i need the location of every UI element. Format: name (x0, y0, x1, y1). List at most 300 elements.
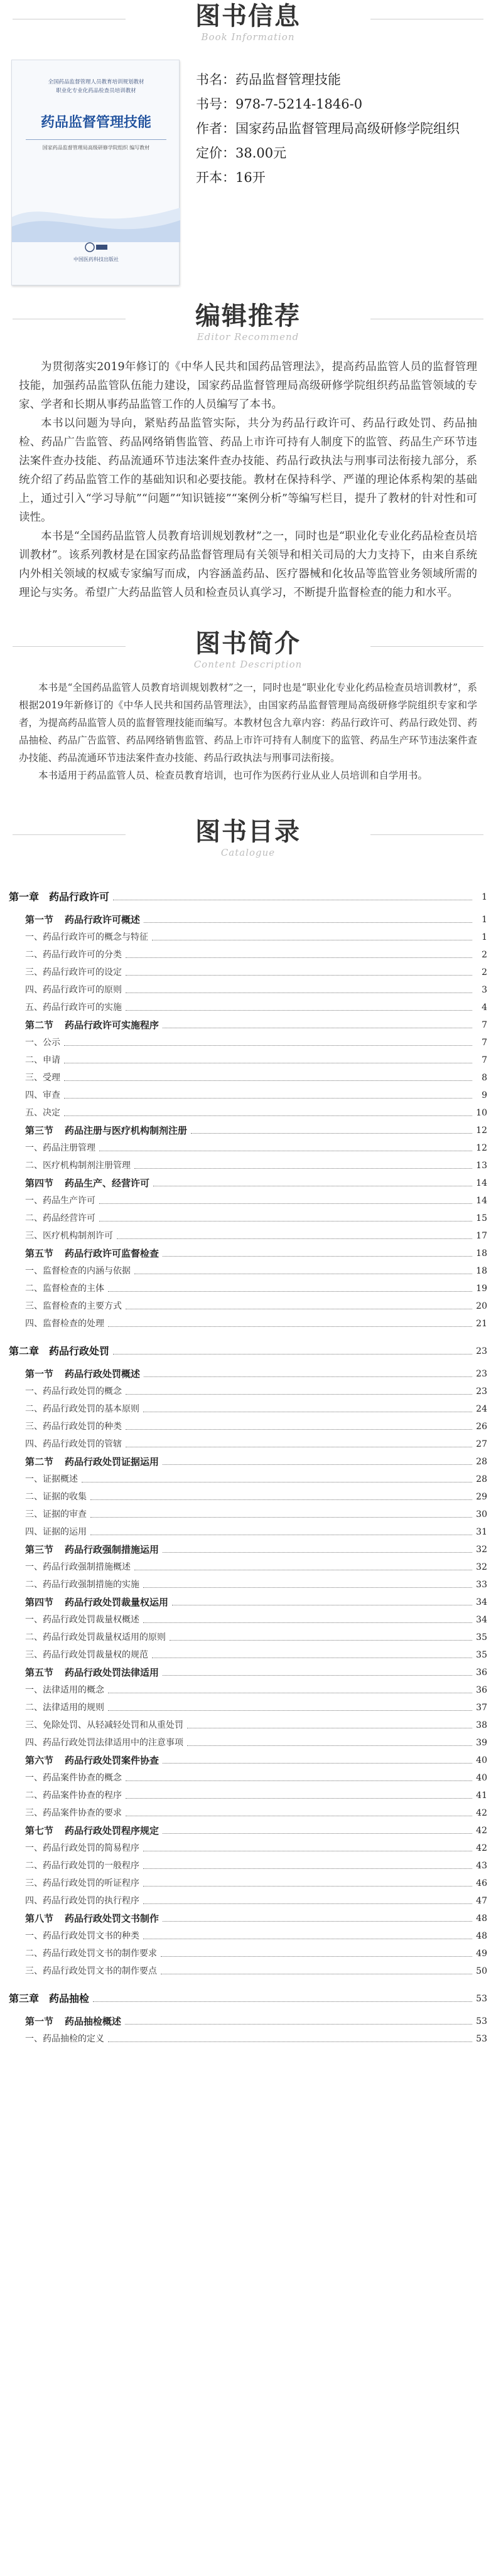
toc-entry-label: 药品行政处罚的听证程序 (43, 1878, 139, 1888)
toc-item-row (0, 1210, 496, 1227)
toc-dot-leader (93, 2001, 472, 2002)
toc-item-row (0, 1962, 496, 1980)
toc-entry-number: 一、 (25, 1773, 43, 1783)
toc-section-row (0, 1594, 496, 1611)
toc-dot-leader (126, 1010, 472, 1011)
toc-page-number: 43 (476, 1861, 487, 1871)
toc-section-row (0, 911, 496, 929)
toc-entry-number: 一、 (25, 1615, 43, 1625)
toc-chapter-row (0, 1985, 496, 2013)
toc-entry-label: 药品注册与医疗机构制剂注册 (65, 1125, 188, 1136)
toc-item-row (0, 1646, 496, 1664)
toc-spacer (0, 1333, 496, 1338)
toc-dot-leader (163, 1464, 472, 1465)
toc-entry-number: 四、 (25, 1738, 43, 1748)
toc-item-row (0, 1034, 496, 1051)
toc-entry-number: 二、 (25, 1861, 43, 1871)
toc-dot-leader (143, 1622, 472, 1623)
toc-page-number: 35 (476, 1650, 487, 1660)
toc-entry-number: 第三章 (9, 1993, 40, 2004)
toc-dot-leader (163, 1921, 472, 1922)
toc-dot-leader (108, 1710, 472, 1711)
toc-page-number: 7 (482, 1055, 487, 1065)
toc-item-row (0, 1787, 496, 1804)
toc-item-row (0, 1435, 496, 1453)
toc-item-row (0, 1383, 496, 1400)
book-info-title: 图书信息 (195, 2, 301, 31)
toc-dot-leader (126, 1394, 472, 1395)
toc-page-number: 21 (476, 1319, 487, 1329)
toc-item-row (0, 964, 496, 981)
toc-dot-leader (64, 1080, 472, 1081)
toc-item-row (0, 1051, 496, 1069)
toc-entry-label: 药品行政处罚的管辖 (43, 1439, 122, 1449)
toc-item-row (0, 1192, 496, 1210)
toc-entry-label: 药品行政许可的概念与特征 (43, 932, 148, 942)
toc-item-row (0, 1699, 496, 1716)
toc-entry-number: 第一节 (25, 1368, 54, 1380)
toc-item-row (0, 1857, 496, 1875)
toc-dot-leader (143, 1868, 472, 1869)
toc-entry-label: 药品行政处罚文书制作 (65, 1913, 159, 1924)
toc-entry-number: 一、 (25, 1474, 43, 1484)
toc-entry-label: 药品生产许可 (43, 1196, 95, 1206)
toc-page-number: 41 (476, 1791, 487, 1801)
toc-dot-leader (108, 1291, 472, 1292)
toc-dot-leader (161, 1956, 472, 1957)
toc-page-number: 39 (476, 1738, 487, 1748)
toc-entry-label: 药品行政处罚的概念 (43, 1386, 122, 1397)
toc-entry-number: 一、 (25, 1196, 43, 1206)
toc-item-row (0, 1804, 496, 1822)
cover-wave-graphic (12, 192, 180, 242)
toc-dot-leader (134, 1168, 472, 1169)
toc-page-number: 34 (476, 1597, 487, 1607)
toc-page-number: 23 (476, 1369, 487, 1379)
toc-item-row (0, 1734, 496, 1752)
toc-page-number: 2 (482, 950, 487, 960)
toc-dot-leader (64, 1115, 472, 1116)
toc-entry-number: 一、 (25, 1562, 43, 1572)
toc-entry-label: 药品行政处罚裁量权的规范 (43, 1650, 148, 1660)
toc-page-number: 28 (476, 1457, 487, 1467)
toc-item-row (0, 2030, 496, 2048)
toc-dot-leader (117, 1238, 472, 1239)
cover-series-text: 全国药品监督管理人员教育培训规划教材 职业化专业化药品检查员培训教材 (48, 79, 144, 94)
toc-entry-label: 监督检查的处理 (43, 1319, 104, 1329)
toc-entry-label: 药品行政处罚裁量权概述 (43, 1615, 139, 1625)
toc-entry-number: 一、 (25, 1931, 43, 1941)
description-body (19, 679, 477, 784)
toc-page-number: 2 (482, 967, 487, 977)
toc-dot-leader (108, 1326, 472, 1327)
toc-dot-leader (126, 975, 472, 976)
toc-entry-number: 四、 (25, 985, 43, 995)
book-info-subtitle: Book Information (201, 31, 295, 43)
toc-page-number: 7 (482, 1020, 487, 1030)
catalogue-subtitle: Catalogue (220, 847, 276, 858)
toc-entry-label: 药品行政处罚文书的制作要求 (43, 1949, 157, 1959)
toc-entry-number: 三、 (25, 1808, 43, 1818)
toc-section-row (0, 1822, 496, 1839)
toc-item-row (0, 929, 496, 946)
toc-section-row (0, 2013, 496, 2030)
toc-item-row (0, 1681, 496, 1699)
toc-entry-number: 第五节 (25, 1667, 54, 1678)
toc-item-row (0, 1262, 496, 1280)
toc-entry-label: 审查 (43, 1090, 60, 1100)
toc-entry-number: 第七节 (25, 1825, 54, 1836)
toc-item-row (0, 1471, 496, 1488)
toc-entry-label: 药品行政处罚裁量权运用 (65, 1597, 169, 1608)
toc-section-row (0, 1245, 496, 1262)
toc-entry-number: 二、 (25, 1161, 43, 1171)
toc-page-number: 9 (482, 1090, 487, 1100)
toc-item-row (0, 1400, 496, 1418)
toc-entry-number: 四、 (25, 1319, 43, 1329)
toc-entry-label: 证据概述 (43, 1474, 78, 1484)
toc-page-number: 4 (482, 1003, 487, 1013)
toc-entry-label: 药品行政许可监督检查 (65, 1248, 159, 1259)
toc-entry-label: 药品行政处罚的基本原则 (43, 1404, 139, 1414)
toc-page-number: 1 (482, 892, 487, 902)
toc-page-number: 19 (476, 1284, 487, 1294)
toc-item-row (0, 1523, 496, 1541)
toc-page-number: 53 (476, 1994, 487, 2004)
toc-dot-leader (64, 1098, 472, 1099)
toc-item-row (0, 1716, 496, 1734)
cover-publisher: 中国医药科技出版社 (73, 257, 119, 262)
toc-page-number: 48 (476, 1913, 487, 1924)
toc-page-number: 37 (476, 1703, 487, 1713)
toc-section-row (0, 1664, 496, 1681)
toc-section-row (0, 1122, 496, 1139)
toc-section-row (0, 1752, 496, 1769)
toc-entry-number: 二、 (25, 1055, 43, 1065)
toc-entry-label: 药品抽检 (49, 1993, 90, 2004)
toc-entry-number: 四、 (25, 1527, 43, 1537)
toc-entry-label: 药品行政处罚的种类 (43, 1422, 122, 1432)
toc-entry-label: 监督检查的内涵与依据 (43, 1266, 131, 1276)
toc-page-number: 53 (476, 2034, 487, 2044)
toc-dot-leader (108, 2041, 472, 2042)
toc-dot-leader (99, 1203, 472, 1204)
toc-entry-number: 二、 (25, 1632, 43, 1642)
toc-entry-number: 二、 (25, 1580, 43, 1590)
toc-entry-label: 受理 (43, 1073, 60, 1083)
recommend-paragraph: 本书是“全国药品监管人员教育培训规划教材”之一，同时也是“职业化专业化药品检查员培训教材”。该系列教材是在国家药品监督管理局有关领导和相关司局的大力支持下，由来自系统内外相关领域的权威专家编写而成，内容涵盖药品、医疗器械和化妆品等监管业务领域所需的理论与实务。希望广大药品监管人员和检查员认真学习，不断提升监督检查的能力和水平。 (19, 530, 477, 599)
toc-page-number: 1 (482, 915, 487, 925)
toc-dot-leader (163, 1552, 472, 1553)
toc-entry-label: 药品行政许可实施程序 (65, 1019, 159, 1031)
toc-dot-leader (113, 1354, 472, 1355)
toc-entry-number: 二、 (25, 1213, 43, 1223)
toc-entry-label: 药品行政处罚法律适用 (65, 1667, 159, 1678)
toc-entry-number: 一、 (25, 1266, 43, 1276)
toc-item-row (0, 1892, 496, 1910)
toc-entry-label: 证据的审查 (43, 1509, 87, 1520)
toc-item-row (0, 1315, 496, 1333)
toc-entry-label: 药品行政许可的分类 (43, 950, 122, 960)
toc-section-row (0, 1541, 496, 1558)
toc-page-number: 12 (476, 1143, 487, 1153)
heading-divider-left (13, 646, 126, 647)
toc-entry-label: 药品行政处罚概述 (65, 1368, 141, 1380)
toc-item-row (0, 1104, 496, 1122)
toc-entry-number: 一、 (25, 2034, 43, 2044)
toc-dot-leader (144, 1376, 472, 1377)
toc-item-row (0, 946, 496, 964)
toc-entry-label: 医疗机构制剂许可 (43, 1231, 113, 1241)
toc-item-row (0, 1418, 496, 1435)
toc-entry-label: 药品行政处罚的执行程序 (43, 1896, 139, 1906)
toc-entry-number: 一、 (25, 1685, 43, 1695)
toc-entry-label: 药品行政处罚证据运用 (65, 1456, 159, 1467)
toc-chapter-row (0, 1338, 496, 1365)
toc-entry-label: 药品案件协查的要求 (43, 1808, 122, 1818)
toc-entry-number: 三、 (25, 1878, 43, 1888)
toc-entry-number: 第四节 (25, 1178, 54, 1189)
toc-entry-label: 申请 (43, 1055, 60, 1065)
editor-recommend-heading (0, 302, 496, 343)
toc-item-row (0, 1927, 496, 1945)
toc-section-row (0, 1174, 496, 1192)
toc-page-number: 13 (476, 1161, 487, 1171)
toc-page-number: 31 (476, 1527, 487, 1537)
toc-section-row (0, 1910, 496, 1927)
toc-page-number: 3 (482, 985, 487, 995)
toc-entry-label: 药品抽检概述 (65, 2016, 122, 2027)
toc-dot-leader (170, 1640, 472, 1641)
description-paragraph: 本书是“全国药品监管人员教育培训规划教材”之一，同时也是“职业化专业化药品检查员培训教材”，系根据2019年新修订的《中华人民共和国药品管理法》，由国家药品监督管理局高级研修学院组织专家和学者，为提高药品监管人员的监督管理技能而编写。本教材包含九章内容：药品行政许可、药品行政处罚、药品抽检、药品广告监管、药品网络销售监管、药品上市许可持有人制度下的监管、药品生产环节违法案件查办技能、药品流通环节违法案件查办技能、药品行政执法与刑事司法衔接。 (19, 682, 477, 764)
toc-entry-number: 三、 (25, 1422, 43, 1432)
toc-entry-label: 监督检查的主要方式 (43, 1301, 122, 1311)
toc-page-number: 24 (476, 1404, 487, 1414)
description-paragraph: 本书适用于药品监管人员、检查员教育培训，也可作为医药行业从业人员培训和自学用书。 (38, 770, 428, 781)
toc-entry-label: 决定 (43, 1108, 60, 1118)
toc-page-number: 42 (476, 1808, 487, 1818)
toc-entry-label: 药品行政处罚程序规定 (65, 1825, 159, 1836)
toc-entry-number: 第三节 (25, 1544, 54, 1555)
cover-divider (26, 139, 166, 140)
editor-recommend-title: 编辑推荐 (195, 302, 301, 331)
toc-page-number: 23 (476, 1346, 487, 1356)
toc-entry-number: 第一节 (25, 2016, 54, 2027)
toc-entry-number: 三、 (25, 1301, 43, 1311)
toc-page-number: 48 (476, 1931, 487, 1941)
toc-page-number: 14 (476, 1178, 487, 1188)
toc-page-number: 15 (476, 1213, 487, 1223)
toc-entry-number: 三、 (25, 1966, 43, 1976)
toc-page-number: 36 (476, 1668, 487, 1678)
toc-dot-leader (163, 1833, 472, 1834)
toc-entry-label: 药品行政处罚文书的种类 (43, 1931, 139, 1941)
toc-entry-label: 药品行政处罚裁量权适用的原则 (43, 1632, 166, 1642)
toc-entry-label: 药品行政处罚法律适用中的注意事项 (43, 1738, 183, 1748)
toc-entry-number: 第三节 (25, 1125, 54, 1136)
cover-organizer-text: 国家药品监督管理局高级研修学院组织 编写教材 (42, 145, 150, 151)
toc-entry-label: 药品行政处罚的一般程序 (43, 1861, 139, 1871)
publisher-logo-icon (84, 241, 109, 253)
toc-page-number: 7 (482, 1038, 487, 1048)
toc-entry-number: 第六节 (25, 1755, 54, 1766)
toc-item-row (0, 1488, 496, 1506)
toc-item-row (0, 1280, 496, 1297)
field-price: 定价：38.00元 (196, 146, 287, 161)
toc-entry-label: 药品行政强制措施概述 (43, 1562, 131, 1572)
toc-item-row (0, 1576, 496, 1594)
toc-page-number: 40 (476, 1773, 487, 1783)
toc-entry-label: 药品行政处罚文书的制作要点 (43, 1966, 157, 1976)
toc-entry-label: 公示 (43, 1038, 60, 1048)
toc-page-number: 20 (476, 1301, 487, 1311)
toc-page-number: 29 (476, 1492, 487, 1502)
toc-page-number: 49 (476, 1949, 487, 1959)
description-heading (0, 630, 496, 670)
toc-entry-number: 二、 (25, 1492, 43, 1502)
toc-section-row (0, 1365, 496, 1383)
toc-page-number: 26 (476, 1422, 487, 1432)
toc-page-number: 53 (476, 2016, 487, 2026)
toc-page-number: 10 (476, 1108, 487, 1118)
recommend-paragraph: 为贯彻落实2019年修订的《中华人民共和国药品管理法》，提高药品监管人员的监督管理技能，加强药品监管队伍能力建设，国家药品监督管理局高级研修学院组织药品监管领域的专家、学者和长期从事药品监管工作的人员编写了本书。 (19, 361, 477, 411)
toc-dot-leader (163, 1763, 472, 1764)
toc-entry-number: 三、 (25, 1073, 43, 1083)
toc-dot-leader (126, 1780, 472, 1781)
toc-dot-leader (90, 1517, 472, 1518)
cover-title: 药品监督管理技能 (40, 115, 151, 130)
toc-item-row (0, 1506, 496, 1523)
toc-entry-number: 三、 (25, 967, 43, 977)
toc-item-row (0, 1875, 496, 1892)
toc-dot-leader (163, 1256, 472, 1257)
toc-page-number: 12 (476, 1126, 487, 1136)
editor-recommend-subtitle: Editor Recommend (197, 331, 299, 343)
toc-entry-number: 第五节 (25, 1248, 54, 1259)
toc-entry-number: 一、 (25, 932, 43, 942)
description-title: 图书简介 (195, 629, 301, 658)
toc-item-row (0, 1297, 496, 1315)
description-subtitle: Content Description (193, 659, 303, 670)
toc-entry-number: 第二节 (25, 1456, 54, 1467)
toc-entry-label: 法律适用的概念 (43, 1685, 104, 1695)
heading-divider-right (370, 646, 483, 647)
toc-entry-label: 证据的运用 (43, 1527, 87, 1537)
toc-item-row (0, 999, 496, 1016)
toc-dot-leader (163, 1675, 472, 1676)
toc-item-row (0, 1629, 496, 1646)
toc-section-row (0, 1016, 496, 1034)
toc-page-number: 28 (476, 1474, 487, 1484)
toc-spacer (0, 1980, 496, 1985)
toc-dot-leader (64, 1045, 472, 1046)
toc-entry-number: 一、 (25, 1386, 43, 1397)
catalogue-title: 图书目录 (195, 817, 301, 846)
toc-entry-label: 药品注册管理 (43, 1143, 95, 1153)
toc-page-number: 50 (476, 1966, 487, 1976)
toc-entry-number: 二、 (25, 1284, 43, 1294)
toc-entry-label: 免除处罚、从轻减轻处罚和从重处罚 (43, 1720, 183, 1730)
toc-dot-leader (144, 922, 472, 923)
toc-entry-number: 第四节 (25, 1597, 54, 1608)
toc-page-number: 8 (482, 1073, 487, 1083)
toc-entry-number: 第八节 (25, 1913, 54, 1924)
toc-entry-label: 药品抽检的定义 (43, 2034, 104, 2044)
toc-page-number: 42 (476, 1826, 487, 1836)
editor-recommend-body (19, 358, 477, 602)
toc-entry-label: 证据的收集 (43, 1492, 87, 1502)
toc-dot-leader (143, 1587, 472, 1588)
toc-entry-number: 五、 (25, 1003, 43, 1013)
toc-entry-number: 一、 (25, 1143, 43, 1153)
toc-item-row (0, 1227, 496, 1245)
toc-page-number: 33 (476, 1580, 487, 1590)
toc-page-number: 47 (476, 1896, 487, 1906)
toc-page-number: 38 (476, 1720, 487, 1730)
toc-entry-number: 四、 (25, 1439, 43, 1449)
toc-dot-leader (126, 1429, 472, 1430)
book-info-fields (196, 68, 486, 190)
toc-entry-label: 药品行政许可的实施 (43, 1003, 122, 1013)
toc-page-number: 32 (476, 1545, 487, 1555)
toc-dot-leader (191, 1133, 472, 1134)
toc-entry-number: 三、 (25, 1231, 43, 1241)
toc-item-row (0, 1945, 496, 1962)
toc-page-number: 17 (476, 1231, 487, 1241)
toc-entry-number: 四、 (25, 1896, 43, 1906)
toc-dot-leader (126, 957, 472, 958)
catalogue-heading (0, 818, 496, 858)
toc-page-number: 14 (476, 1196, 487, 1206)
toc-page-number: 18 (476, 1266, 487, 1276)
toc-item-row (0, 1558, 496, 1576)
toc-page-number: 34 (476, 1615, 487, 1625)
toc-page-number: 1 (482, 932, 487, 942)
toc-chapter-row (0, 883, 496, 911)
toc-item-row (0, 1157, 496, 1174)
toc-entry-number: 二、 (25, 1791, 43, 1801)
toc-entry-label: 药品行政处罚 (49, 1345, 110, 1357)
field-title: 书名：药品监督管理技能 (196, 72, 341, 87)
toc-page-number: 36 (476, 1685, 487, 1695)
toc-section-row (0, 1453, 496, 1471)
toc-item-row (0, 1839, 496, 1857)
toc-entry-label: 药品行政强制措施的实施 (43, 1580, 139, 1590)
book-info-heading (0, 3, 496, 43)
toc-entry-label: 药品案件协查的概念 (43, 1773, 122, 1783)
toc-item-row (0, 1069, 496, 1087)
toc-entry-number: 第二节 (25, 1019, 54, 1031)
toc-dot-leader (125, 2024, 472, 2025)
field-isbn: 书号：978-7-5214-1846-0 (196, 97, 363, 112)
toc-item-row (0, 1139, 496, 1157)
toc-entry-number: 一、 (25, 1038, 43, 1048)
field-format: 开本：16开 (196, 170, 266, 185)
toc-item-row (0, 981, 496, 999)
toc-entry-number: 三、 (25, 1650, 43, 1660)
toc-item-row (0, 1611, 496, 1629)
toc-entry-number: 二、 (25, 1703, 43, 1713)
toc-dot-leader (126, 1798, 472, 1799)
toc-entry-number: 第一节 (25, 914, 54, 925)
toc-page-number: 42 (476, 1843, 487, 1853)
toc-page-number: 35 (476, 1632, 487, 1642)
toc-page-number: 18 (476, 1248, 487, 1259)
toc-dot-leader (143, 1903, 472, 1904)
toc-dot-leader (187, 1745, 472, 1746)
toc-entry-number: 二、 (25, 1404, 43, 1414)
toc-page-number: 27 (476, 1439, 487, 1449)
